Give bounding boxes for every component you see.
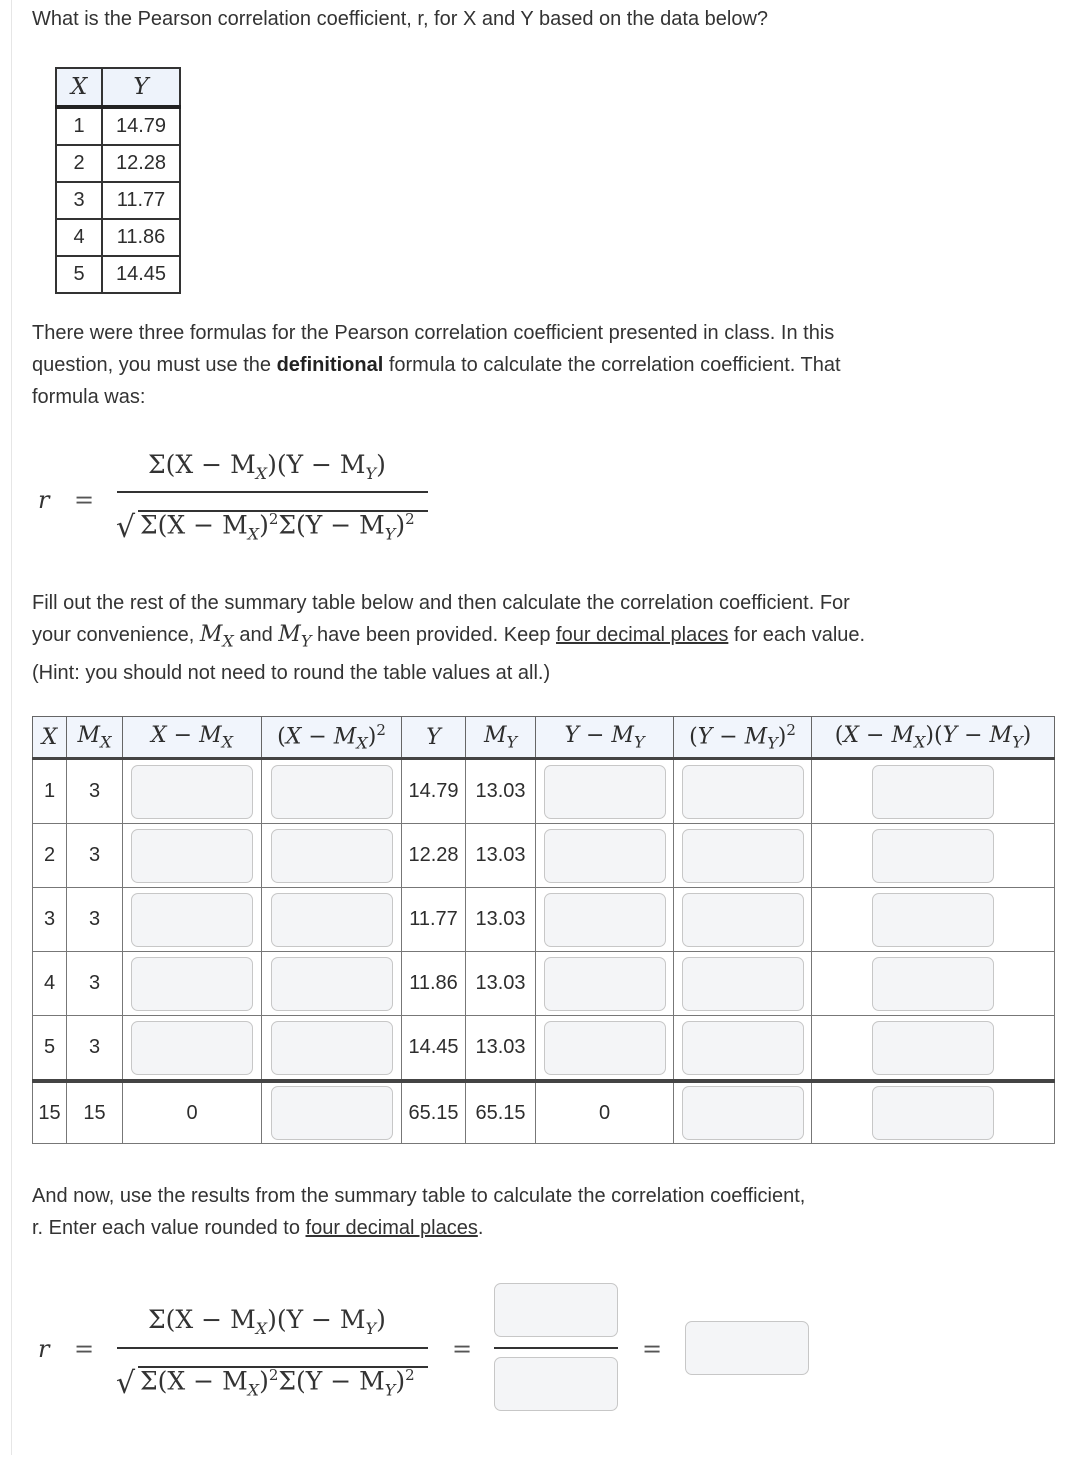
cell-y-dev-sq bbox=[674, 1016, 812, 1082]
header-product: $(X - M_X)(Y - M_Y)$ bbox=[812, 717, 1055, 759]
total-x-dev-sq bbox=[262, 1081, 402, 1144]
cell-mx: 3 bbox=[67, 888, 123, 952]
cell-y: 14.45 bbox=[402, 1016, 466, 1082]
formula-denominator: $\Sigma(X - M_X)^2\Sigma(Y - M_Y)^2$ bbox=[140, 1366, 415, 1400]
cell-y-dev bbox=[536, 824, 674, 888]
y-dev-input[interactable] bbox=[544, 893, 666, 947]
formula-denominator: $\Sigma(X - M_X)^2\Sigma(Y - M_Y)^2$ bbox=[140, 510, 415, 544]
y-dev-input[interactable] bbox=[544, 765, 666, 819]
cell-y: 14.79 bbox=[402, 759, 466, 824]
intro-bold: definitional bbox=[276, 354, 384, 376]
cell-my: 13.03 bbox=[466, 824, 536, 888]
cell-x: 1 bbox=[33, 759, 67, 824]
cell-y: 14.79 bbox=[102, 107, 180, 145]
cell-x-dev-sq bbox=[262, 759, 402, 824]
cell-x-dev bbox=[123, 759, 262, 824]
cell-x: 3 bbox=[33, 888, 67, 952]
intro-text: There were three formulas for the Pearson correlation coefficient presented in class. In this question, you must use the bbox=[32, 322, 835, 376]
table-row bbox=[56, 219, 180, 256]
y-dev-input[interactable] bbox=[544, 1021, 666, 1075]
four-decimal-link-2[interactable]: four decimal places bbox=[305, 1217, 478, 1239]
formula-equals-3: = bbox=[642, 1335, 663, 1363]
formula-equals-2: = bbox=[452, 1335, 473, 1363]
cell-y-dev bbox=[536, 759, 674, 824]
cell-y-dev-sq bbox=[674, 824, 812, 888]
x-dev-input[interactable] bbox=[131, 893, 253, 947]
y-dev-sq-input[interactable] bbox=[682, 957, 804, 1011]
table-row bbox=[56, 256, 180, 293]
total-mx: 15 bbox=[67, 1081, 123, 1144]
denominator-answer-input[interactable] bbox=[494, 1357, 618, 1411]
data-table bbox=[55, 67, 181, 294]
y-dev-sq-input[interactable] bbox=[682, 829, 804, 883]
x-dev-input[interactable] bbox=[131, 957, 253, 1011]
fraction-bar bbox=[117, 491, 428, 493]
formula-numerator: $\Sigma(X - M_X)(Y - M_Y)$ bbox=[148, 1305, 386, 1338]
cell-x-dev bbox=[123, 1016, 262, 1082]
header-x-dev: $X - M_X$ bbox=[123, 717, 262, 759]
total-product-input[interactable] bbox=[872, 1086, 994, 1140]
total-x-dev: 0 bbox=[123, 1081, 262, 1144]
left-border bbox=[11, 0, 12, 1455]
cell-y: 11.86 bbox=[402, 952, 466, 1016]
cell-product bbox=[812, 888, 1055, 952]
table-row bbox=[56, 145, 180, 182]
cell-product bbox=[812, 1016, 1055, 1082]
product-input[interactable] bbox=[872, 893, 994, 947]
cell-x-dev bbox=[123, 824, 262, 888]
cell-y-dev bbox=[536, 1016, 674, 1082]
header-y: Y bbox=[402, 717, 466, 759]
answer-fraction-bar bbox=[494, 1347, 618, 1349]
cell-y-dev bbox=[536, 952, 674, 1016]
total-x-dev-sq-input[interactable] bbox=[271, 1086, 393, 1140]
table-row bbox=[33, 888, 1055, 952]
product-input[interactable] bbox=[872, 957, 994, 1011]
formula-r: r bbox=[38, 486, 50, 514]
total-y-dev-sq bbox=[674, 1081, 812, 1144]
cell-y: 11.86 bbox=[102, 219, 180, 256]
total-y-dev-sq-input[interactable] bbox=[682, 1086, 804, 1140]
instruction-paragraph: Fill out the rest of the summary table below and then calculate the correlation coefficient. For your convenience, $M_X$ and $M_Y$ have been provided. Keep four decimal places for each value. (Hint: you should not need to round the table values at all.) bbox=[32, 592, 866, 685]
cell-x-dev-sq bbox=[262, 952, 402, 1016]
cell-x: 4 bbox=[56, 219, 102, 256]
table-row bbox=[33, 952, 1055, 1016]
final-paragraph: And now, use the results from the summary table to calculate the correlation coefficient, r. Enter each value rounded to four decimal places. bbox=[32, 1185, 806, 1239]
four-decimal-link[interactable]: four decimal places bbox=[556, 624, 729, 646]
cell-y: 12.28 bbox=[102, 145, 180, 182]
x-dev-sq-input[interactable] bbox=[271, 893, 393, 947]
fraction-bar bbox=[117, 1347, 428, 1349]
y-dev-sq-input[interactable] bbox=[682, 893, 804, 947]
cell-my: 13.03 bbox=[466, 952, 536, 1016]
formula-numerator: $\Sigma(X - M_X)(Y - M_Y)$ bbox=[148, 450, 386, 483]
cell-my: 13.03 bbox=[466, 888, 536, 952]
question-text: What is the Pearson correlation coefficient, r, for X and Y based on the data below? bbox=[32, 8, 769, 30]
cell-x: 2 bbox=[56, 145, 102, 182]
cell-y-dev-sq bbox=[674, 888, 812, 952]
total-product bbox=[812, 1081, 1055, 1144]
x-dev-input[interactable] bbox=[131, 765, 253, 819]
header-x: X bbox=[56, 68, 102, 107]
cell-y: 11.77 bbox=[402, 888, 466, 952]
cell-mx: 3 bbox=[67, 824, 123, 888]
cell-product bbox=[812, 952, 1055, 1016]
header-x-dev-sq: $(X - M_X)^2$ bbox=[262, 717, 402, 759]
y-dev-sq-input[interactable] bbox=[682, 765, 804, 819]
cell-product bbox=[812, 759, 1055, 824]
cell-mx: 3 bbox=[67, 952, 123, 1016]
intro-paragraph bbox=[32, 317, 882, 413]
cell-x-dev-sq bbox=[262, 888, 402, 952]
total-x: 15 bbox=[33, 1081, 67, 1144]
x-dev-input[interactable] bbox=[131, 829, 253, 883]
cell-y: 12.28 bbox=[402, 824, 466, 888]
formula-equals: = bbox=[74, 1335, 95, 1363]
totals-row bbox=[33, 1081, 1055, 1144]
cell-y-dev-sq bbox=[674, 759, 812, 824]
product-input[interactable] bbox=[872, 1021, 994, 1075]
formula-r: r bbox=[38, 1335, 50, 1363]
cell-my: 13.03 bbox=[466, 1016, 536, 1082]
cell-x: 2 bbox=[33, 824, 67, 888]
header-my: $M_Y$ bbox=[466, 717, 536, 759]
cell-my: 13.03 bbox=[466, 759, 536, 824]
table-row bbox=[33, 759, 1055, 824]
cell-y: 11.77 bbox=[102, 182, 180, 219]
formula-equals: = bbox=[74, 486, 95, 514]
table-row bbox=[56, 182, 180, 219]
cell-y-dev bbox=[536, 888, 674, 952]
y-dev-input[interactable] bbox=[544, 829, 666, 883]
cell-mx: 3 bbox=[67, 1016, 123, 1082]
cell-x: 4 bbox=[33, 952, 67, 1016]
cell-x: 5 bbox=[33, 1016, 67, 1082]
x-dev-sq-input[interactable] bbox=[271, 829, 393, 883]
table-row bbox=[33, 1016, 1055, 1082]
cell-y: 14.45 bbox=[102, 256, 180, 293]
x-dev-sq-input[interactable] bbox=[271, 1021, 393, 1075]
header-y-dev-sq: $(Y - M_Y)^2$ bbox=[674, 717, 812, 759]
cell-x: 3 bbox=[56, 182, 102, 219]
total-y: 65.15 bbox=[402, 1081, 466, 1144]
numerator-answer-input[interactable] bbox=[494, 1283, 618, 1337]
header-x: X bbox=[33, 717, 67, 759]
summary-table bbox=[32, 716, 1055, 1144]
cell-x-dev bbox=[123, 888, 262, 952]
header-mx: $M_X$ bbox=[67, 717, 123, 759]
cell-x-dev-sq bbox=[262, 1016, 402, 1082]
total-my: 65.15 bbox=[466, 1081, 536, 1144]
y-dev-input[interactable] bbox=[544, 957, 666, 1011]
header-y: Y bbox=[102, 68, 180, 107]
cell-mx: 3 bbox=[67, 759, 123, 824]
header-y-dev: $Y - M_Y$ bbox=[536, 717, 674, 759]
x-dev-input[interactable] bbox=[131, 1021, 253, 1075]
sqrt-symbol: √ bbox=[116, 1366, 136, 1401]
cell-x: 1 bbox=[56, 107, 102, 145]
y-dev-sq-input[interactable] bbox=[682, 1021, 804, 1075]
x-dev-sq-input[interactable] bbox=[271, 765, 393, 819]
cell-y-dev-sq bbox=[674, 952, 812, 1016]
sqrt-symbol: √ bbox=[116, 510, 136, 545]
intro-text-2: formula to calculate the correlation coefficient. That formula was: bbox=[32, 354, 841, 408]
cell-product bbox=[812, 824, 1055, 888]
table-row bbox=[56, 107, 180, 145]
total-y-dev: 0 bbox=[536, 1081, 674, 1144]
cell-x-dev-sq bbox=[262, 824, 402, 888]
x-dev-sq-input[interactable] bbox=[271, 957, 393, 1011]
product-input[interactable] bbox=[872, 765, 994, 819]
cell-x: 5 bbox=[56, 256, 102, 293]
table-row bbox=[33, 824, 1055, 888]
r-answer-input[interactable] bbox=[685, 1321, 809, 1375]
cell-x-dev bbox=[123, 952, 262, 1016]
product-input[interactable] bbox=[872, 829, 994, 883]
